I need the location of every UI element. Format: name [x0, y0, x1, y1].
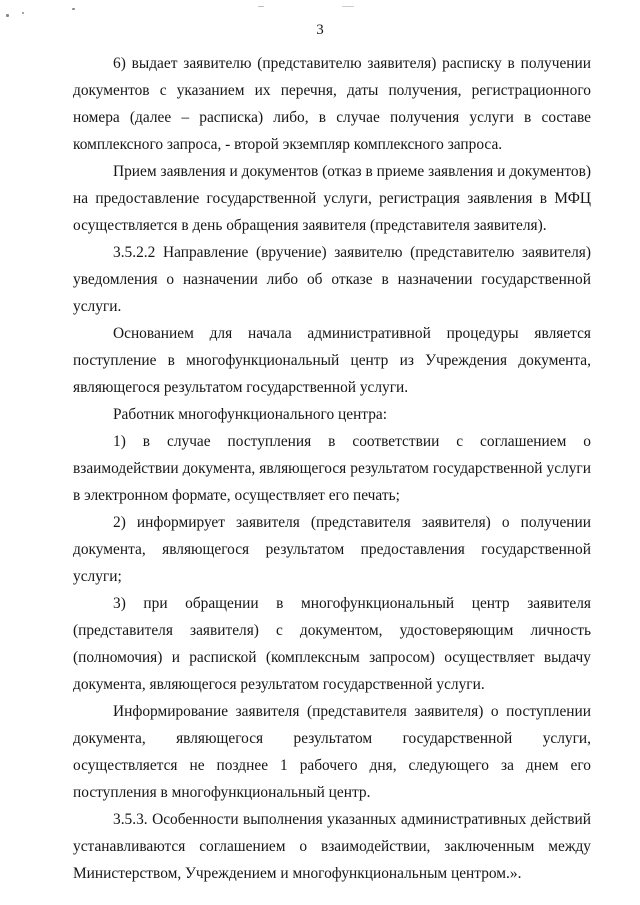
scan-speck — [6, 14, 9, 17]
paragraph: 3) при обращении в многофункциональный центр заявителя (представителя заявителя) с документом, удостоверяющим личность (полномочия) и распиской (комплексным запросом) осуществляет выдачу документа, являющегося результатом государственной услуги. — [73, 595, 591, 693]
paragraph: Основанием для начала административной процедуры является поступление в многофункциональный центр из Учреждения документа, являющегося результатом государственной услуги. — [73, 325, 591, 396]
scan-speck — [22, 12, 24, 14]
scan-speck — [342, 6, 354, 7]
paragraph: 2) информирует заявителя (представителя заявителя) о получении документа, являющегося результатом предоставления государственной услуги; — [73, 514, 591, 585]
document-body — [73, 50, 591, 887]
paragraph: Работник многофункционального центра: — [113, 406, 388, 423]
scan-speck — [72, 8, 75, 10]
paragraph: 1) в случае поступления в соответствии с соглашением о взаимодействии документа, являющегося результатом государственной услуги в электронном формате, осуществляет его печать; — [73, 433, 591, 504]
paragraph: Прием заявления и документов (отказ в приеме заявления и документов) на предоставление государственной услуги, регистрация заявления в МФЦ осуществляется в день обращения заявителя (представителя заявителя). — [73, 163, 591, 234]
paragraph: 3.5.3. Особенности выполнения указанных административных действий устанавливаются соглашением о взаимодействии, заключенным между Министерством, Учреждением и многофункциональным центром.». — [73, 811, 591, 882]
scan-speck — [258, 6, 264, 7]
paragraph: 6) выдает заявителю (представителю заявителя) расписку в получении документов с указанием их перечня, даты получения, регистрационного номера (далее – расписка) либо, в случае получения услуги в составе комплексного запроса, - второй экземпляр комплексного запроса. — [73, 55, 591, 153]
paragraph: 3.5.2.2 Направление (вручение) заявителю (представителю заявителя) уведомления о назначении либо об отказе в назначении государственной услуги. — [73, 244, 591, 315]
page-number: 3 — [316, 22, 324, 38]
paragraph: Информирование заявителя (представителя заявителя) о поступлении документа, являющегося результатом государственной услуги, осуществляется не позднее 1 рабочего дня, следующего за днем его поступления в многофункциональный центр. — [73, 703, 591, 801]
